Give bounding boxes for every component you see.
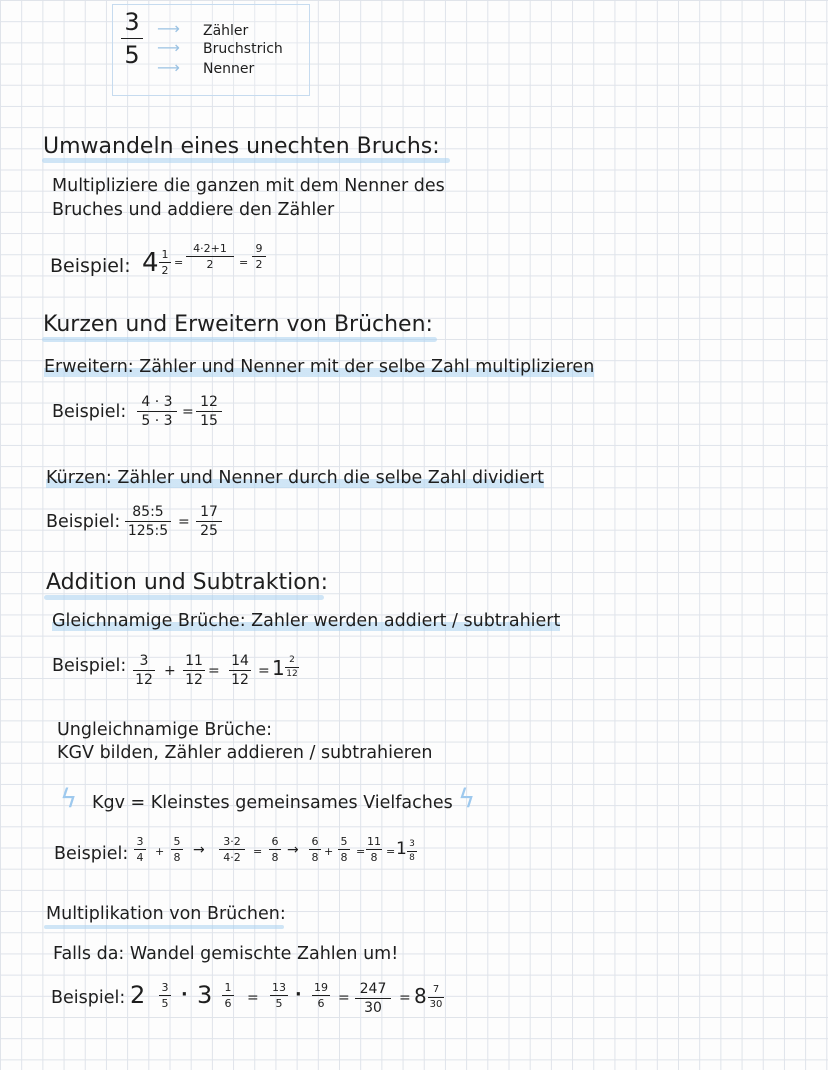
s2-beispiel1-label: Beispiel: [52,402,127,422]
section-title-kurzen: Kurzen und Erweitern von Brüchen: [43,312,433,337]
s4-m-frac5: 247 30 [355,982,391,1015]
s4-m-frac4: 19 6 [314,981,328,1010]
s2-e-frac2: 12 15 [196,395,222,428]
s1-frac3: 9 2 [252,243,266,270]
s1-eq2: = [239,256,249,269]
s3-a-eq2: = [258,663,270,679]
s3-a-frac4: 2 12 [286,655,298,679]
s4-m1-whole: 2 [130,981,146,1009]
s3-b-frac7: 11 8 [367,835,381,864]
s3-b-whole: 1 [396,839,407,859]
section-title-multiplikation: Multiplikation von Brüchen: [46,904,286,924]
s3-ungleichnamig-title: Ungleichnamige Brüche: [57,720,273,740]
s3-beispiel2-label: Beispiel: [54,844,129,864]
s1-frac2: 4·2+1 2 [186,243,234,270]
s3-a-frac2: 11 12 [183,654,205,687]
s4-beispiel-label: Beispiel: [51,988,126,1008]
s1-eq1: = [174,256,184,269]
s3-b-frac8: 3 8 [407,840,417,863]
s3-b-frac3: 3·2 4·2 [219,836,245,863]
s3-b-frac5: 6 8 [309,836,321,863]
s3-kgv-definition: Kgv = Kleinstes gemeinsames Vielfaches [92,793,453,813]
label-zaehler: Zähler [203,23,249,39]
lightning-icon: ϟ [60,784,78,814]
s4-eq2: = [338,990,350,1006]
lightning-icon: ϟ [458,784,476,814]
s3-a-frac3: 14 12 [229,654,251,687]
s3-a-plus: + [164,663,176,679]
section-title-umwandeln: Umwandeln eines unechten Bruchs: [43,134,440,159]
arrow-icon: ⟶ [157,19,180,38]
frac-num: 3 [124,8,140,36]
s4-m-frac1: 3 5 [159,982,171,1009]
s3-b-frac4: 6 8 [269,836,281,863]
label-nenner: Nenner [203,61,255,77]
s3-gleichnamig-text: Gleichnamige Brüche: Zahler werden addiert / subtrahiert [52,611,561,631]
s3-beispiel1-label: Beispiel: [52,656,127,676]
s2-k-frac1: 85:5 125:5 [125,505,171,538]
s3-b-plus: + [155,845,165,858]
s4-dot1: · [181,985,188,1005]
s3-b-frac6: 5 8 [338,836,350,863]
s3-a-whole: 1 [272,656,285,680]
s2-k-frac2: 17 25 [196,505,222,538]
s3-a-eq1: = [208,663,220,679]
arrow-icon: ⟶ [157,58,180,77]
s3-b-frac1: 3 4 [134,836,146,863]
s2-kuerzen-text: Kürzen: Zähler und Nenner durch die selbe Zahl dividiert [46,468,544,488]
s4-m-frac6: 7 30 [429,984,443,1010]
example-fraction [121,10,143,67]
section-title-addition: Addition und Subtraktion: [46,570,329,595]
s4-m-frac3: 13 5 [272,981,286,1010]
s4-m2-whole: 3 [197,981,213,1009]
s1-text-line1: Multipliziere die ganzen mit dem Nenner des [52,176,445,196]
s3-b-plus2: + [324,845,334,858]
s2-e-eq: = [182,404,194,420]
s2-erweitern-text: Erweitern: Zähler und Nenner mit der selbe Zahl multiplizieren [44,357,595,377]
s2-k-eq: = [178,514,190,530]
s3-a-frac1: 3 12 [133,654,155,687]
s3-b-eq3: = [386,845,396,858]
s2-e-frac1: 4 · 3 5 · 3 [137,395,177,428]
s3-b-eq1: = [253,845,263,858]
s3-b-eq2: = [356,845,366,858]
s1-whole: 4 [142,248,159,278]
s3-b-arrow1: → [193,842,205,858]
frac-den: 5 [124,41,140,69]
s2-beispiel2-label: Beispiel: [46,512,121,532]
arrow-icon: ⟶ [157,38,180,57]
s1-beispiel-label: Beispiel: [50,255,131,277]
s3-b-arrow2: → [287,842,299,858]
s3-b-frac2: 5 8 [171,836,183,863]
s4-eq3: = [399,990,411,1006]
label-bruchstrich: Bruchstrich [203,41,283,57]
s4-m6-whole: 8 [414,984,427,1008]
s4-eq1: = [247,990,259,1006]
s1-frac1: 1 2 [159,249,171,276]
s4-falls-text: Falls da: Wandel gemischte Zahlen um! [53,944,399,964]
s4-dot2: · [295,985,302,1005]
s3-ungleichnamig-text: KGV bilden, Zähler addieren / subtrahieren [57,743,433,763]
s4-m-frac2: 1 6 [222,982,234,1009]
s1-text-line2: Bruches und addiere den Zähler [52,200,335,220]
